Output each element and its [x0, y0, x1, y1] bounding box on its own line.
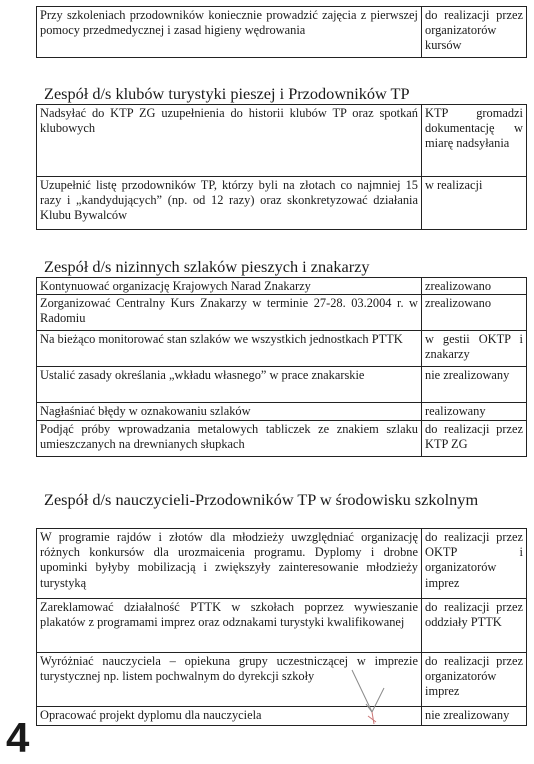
status-cell: zrealizowano [422, 278, 527, 295]
table-row [37, 421, 527, 457]
table-row [37, 367, 527, 403]
status-cell: do realizacji przez KTP ZG [422, 421, 527, 457]
task-cell: Nagłaśniać błędy w oznakowaniu szlaków [37, 403, 422, 421]
table-row [37, 278, 527, 295]
status-cell: KTP gromadzi dokumentację w miarę nadsyłania [422, 105, 527, 177]
table-training [36, 6, 527, 58]
section-heading-teachers: Zespół d/s nauczycieli-Przodowników TP w środowisku szkolnym [44, 490, 479, 509]
section-heading-trails: Zespół d/s nizinnych szlaków pieszych i znakarzy [44, 257, 370, 276]
task-cell: W programie rajdów i złotów dla młodzieży uwzględniać organizację różnych konkursów dla urozmaicenia programu. Dyplomy i drobne upominki byłyby mobilizacją i zwiększyły zainteresowanie młodzieży turystyką [37, 529, 422, 599]
table-row [37, 403, 527, 421]
table-row [37, 529, 527, 599]
section-heading-clubs: Zespół d/s klubów turystyki pieszej i Przodowników TP [44, 84, 410, 103]
task-cell: Ustalić zasady określania „wkładu własnego” w prace znakarskie [37, 367, 422, 403]
task-cell: Opracować projekt dyplomu dla nauczyciela [37, 707, 422, 726]
table-row [37, 105, 527, 177]
status-cell: w realizacji [422, 177, 527, 230]
status-cell: do realizacji przez organizatorów kursów [422, 7, 527, 58]
status-cell: do realizacji przez oddziały PTTK [422, 599, 527, 653]
status-cell: nie zrealizowany [422, 707, 527, 726]
table-row [37, 331, 527, 367]
page-number: 4 [6, 714, 30, 761]
task-cell: Nadsyłać do KTP ZG uzupełnienia do historii klubów TP oraz spotkań klubowych [37, 105, 422, 177]
task-cell: Kontynuować organizację Krajowych Narad Znakarzy [37, 278, 422, 295]
table-row [37, 7, 527, 58]
table-row [37, 599, 527, 653]
table-clubs [36, 104, 527, 230]
task-cell: Wyróżniać nauczyciela – opiekuna grupy uczestniczącej w imprezie turystycznej np. listem pochwalnym do dyrekcji szkoły [37, 653, 422, 707]
task-cell: Zorganizować Centralny Kurs Znakarzy w terminie 27-28. 03.2004 r. w Radomiu [37, 295, 422, 331]
status-cell: nie zrealizowany [422, 367, 527, 403]
task-cell: Na bieżąco monitorować stan szlaków we wszystkich jednostkach PTTK [37, 331, 422, 367]
status-cell: do realizacji przez OKTP i organizatorów imprez [422, 529, 527, 599]
table-row [37, 177, 527, 230]
table-trails [36, 277, 527, 457]
table-row [37, 653, 527, 707]
status-cell: zrealizowano [422, 295, 527, 331]
task-cell: Uzupełnić listę przodowników TP, którzy byli na złotach co najmniej 15 razy i „kandydujących” (np. od 12 razy) oraz skonkretyzować działania Klubu Bywalców [37, 177, 422, 230]
table-row [37, 707, 527, 726]
task-cell: Przy szkoleniach przodowników koniecznie prowadzić zajęcia z pierwszej pomocy przedmedycznej i zasad higieny wędrowania [37, 7, 422, 58]
status-cell: w gestii OKTP i znakarzy [422, 331, 527, 367]
table-row [37, 295, 527, 331]
status-cell: do realizacji przez organizatorów imprez [422, 653, 527, 707]
status-cell: realizowany [422, 403, 527, 421]
task-cell: Zareklamować działalność PTTK w szkołach poprzez wywieszanie plakatów z programami imprez oraz odznakami turystyki kwalifikowanej [37, 599, 422, 653]
task-cell: Podjąć próby wprowadzania metalowych tabliczek ze znakiem szlaku umieszczanych na drewnianych słupkach [37, 421, 422, 457]
table-teachers [36, 528, 527, 726]
